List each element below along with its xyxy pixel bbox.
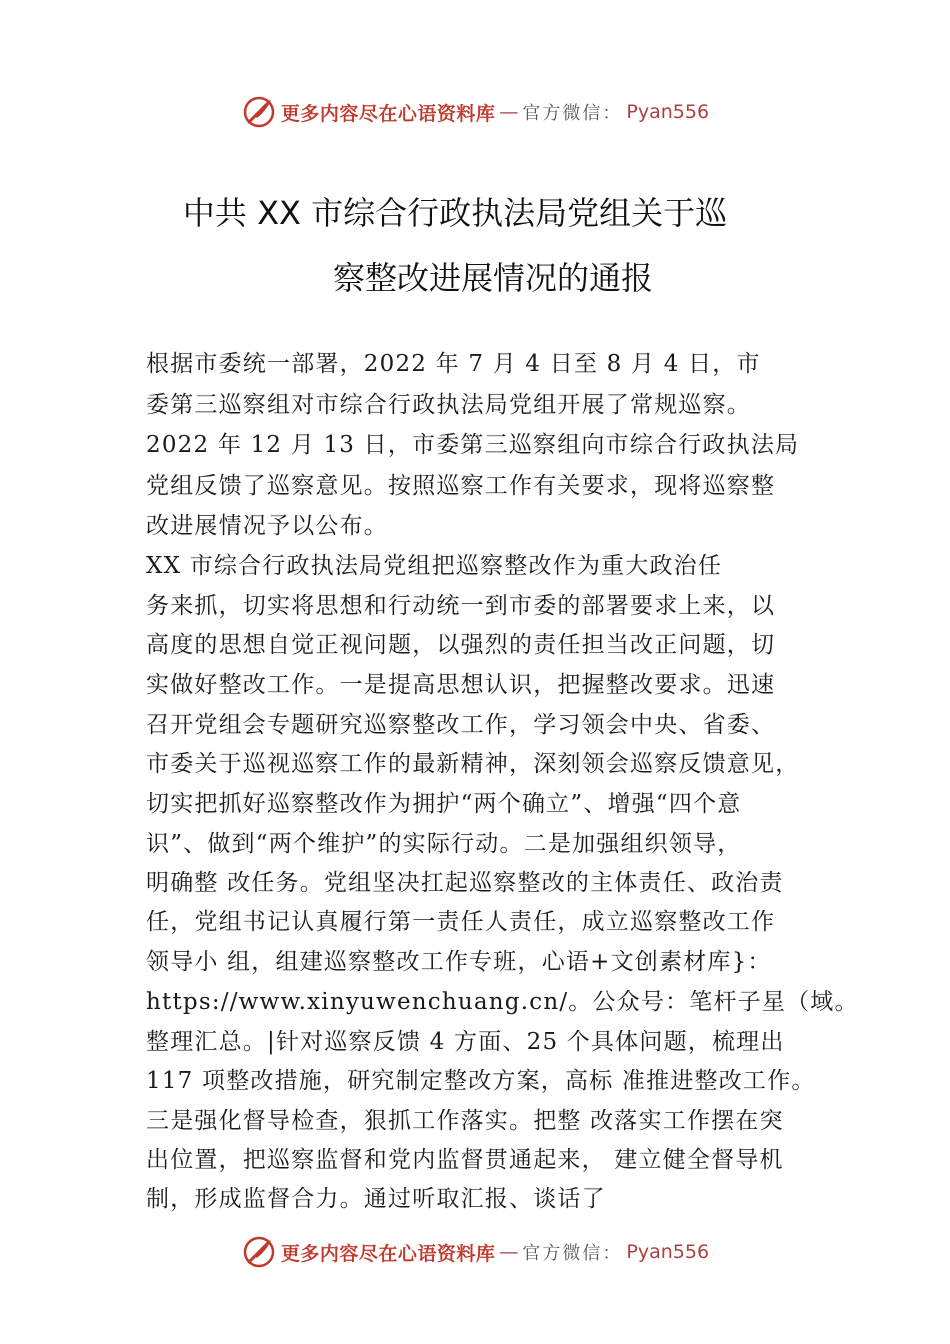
body-line: 整理汇总。|针对巡察反馈 4 方面、25 个具体问题，梳理出 <box>146 1029 785 1055</box>
body-line-url: https://www.xinyuwenchuang.cn/。公众号：笔杆子星（域。 <box>146 989 859 1015</box>
banner-wechat-label: 官方微信： <box>522 1243 623 1264</box>
document-title-line-1: 中共 XX 市综合行政执法局党组关于巡 <box>182 194 728 232</box>
body-line: 改进展情况予以公布。 <box>146 513 388 539</box>
body-line: 领导小 组，组建巡察整改工作专班，心语+文创素材库}： <box>146 949 772 975</box>
body-line: 务来抓，切实将思想和行动统一到市委的部署要求上来，以 <box>146 593 776 619</box>
banner-wechat-id: Pyan556 <box>626 1241 710 1263</box>
banner-wechat-id: Pyan556 <box>626 101 710 123</box>
body-line: 117 项整改措施，研究制定整改方案，高标 准推进整改工作。 <box>146 1068 816 1094</box>
body-line: XX 市综合行政执法局党组把巡察整改作为重大政治任 <box>146 553 723 579</box>
header-banner <box>0 92 950 132</box>
banner-promo-text: 更多内容尽在心语资料库 <box>280 1242 496 1265</box>
banner-wechat-label: 官方微信： <box>522 103 623 124</box>
body-line: 根据市委统一部署，2022 年 7 月 4 日至 8 月 4 日，市 <box>146 351 761 377</box>
banner-promo-text: 更多内容尽在心语资料库 <box>280 102 496 125</box>
body-line: 党组反馈了巡察意见。按照巡察工作有关要求，现将巡察整 <box>146 473 776 499</box>
body-line: 明确整 改任务。党组坚决扛起巡察整改的主体责任、政治责 <box>146 870 784 896</box>
body-line: 高度的思想自觉正视问题，以强烈的责任担当改正问题，切 <box>146 632 776 658</box>
body-line: 召开党组会专题研究巡察整改工作，学习领会中央、省委、 <box>146 712 776 738</box>
body-line: 任，党组书记认真履行第一责任人责任，成立巡察整改工作 <box>146 909 776 935</box>
banner-dash: — <box>499 1241 519 1263</box>
banner-dash: — <box>499 101 519 123</box>
body-line: 识”、做到“两个维护”的实际行动。二是加强组织领导， <box>146 831 742 857</box>
body-line: 制，形成监督合力。通过听取汇报、谈话了 <box>146 1186 606 1212</box>
body-line: 实做好整改工作。一是提高思想认识，把握整改要求。迅速 <box>146 672 776 698</box>
document-title-line-2: 察整改进展情况的通报 <box>332 259 653 297</box>
body-line: 切实把抓好巡察整改作为拥护“两个确立”、增强“四个意 <box>146 791 742 817</box>
body-line: 市委关于巡视巡察工作的最新精神，深刻领会巡察反馈意见， <box>146 751 800 777</box>
quill-logo-icon <box>241 1234 277 1270</box>
body-line: 出位置，把巡察监督和党内监督贯通起来， 建立健全督导机 <box>146 1147 784 1173</box>
quill-logo-icon <box>241 94 277 130</box>
body-line: 2022 年 12 月 13 日，市委第三巡察组向市综合行政执法局 <box>146 432 800 458</box>
body-line: 委第三巡察组对市综合行政执法局党组开展了常规巡察。 <box>146 392 751 418</box>
body-line: 三是强化督导检查，狠抓工作落实。把整 改落实工作摆在突 <box>146 1108 784 1134</box>
footer-banner <box>0 1232 950 1272</box>
